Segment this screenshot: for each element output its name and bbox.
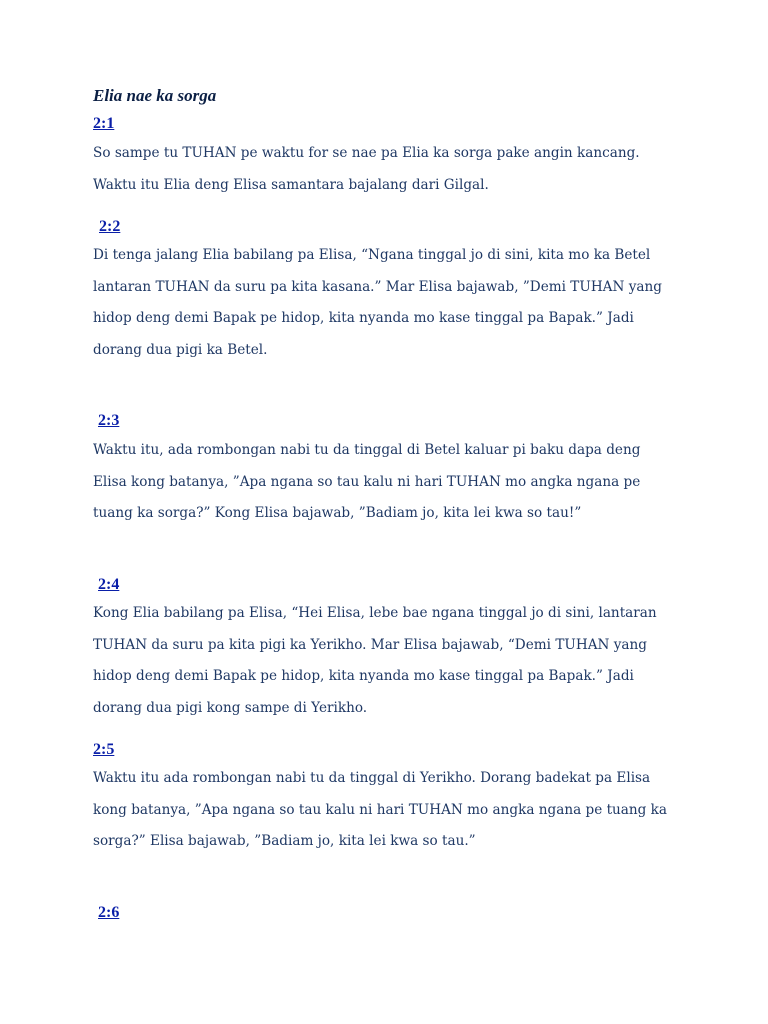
verse-text-2-2: Di tenga jalang Elia babilang pa Elisa, “Ngana tinggal jo di sini, kita mo ka Betel lantaran TUHAN da suru pa kita kasana.” Mar Elisa bajawab, ”Demi TUHAN yang hidop deng demi Bapak pe hidop, kita nyanda mo kase tinggal pa Bapak.” Jadi dorang dua pigi ka Betel. [93,247,662,358]
section-heading: Elia nae ka sorga [93,86,217,105]
verse-link-2-1[interactable]: 2:1 [93,115,115,132]
verse-link-2-6[interactable]: 2:6 [98,904,120,921]
verse-text-2-1: So sampe tu TUHAN pe waktu for se nae pa Elia ka sorga pake angin kancang. Waktu itu Elia deng Elisa samantara bajalang dari Gilgal. [93,145,640,193]
verse-text-2-3: Waktu itu, ada rombongan nabi tu da tinggal di Betel kaluar pi baku dapa deng Elisa kong batanya, ”Apa ngana so tau kalu ni hari TUHAN mo angka ngana pe tuang ka sorga?” Kong Elisa bajawab, ”Badiam jo, kita lei kwa so tau!” [93,442,641,521]
verse-link-2-2[interactable]: 2:2 [99,218,121,235]
verse-text-2-4: Kong Elia babilang pa Elisa, “Hei Elisa, lebe bae ngana tinggal jo di sini, lantaran TUHAN da suru pa kita pigi ka Yerikho. Mar Elisa bajawab, “Demi TUHAN yang hidop deng demi Bapak pe hidop, kita nyanda mo kase tinggal pa Bapak.” Jadi dorang dua pigi kong sampe di Yerikho. [93,605,657,716]
verse-link-2-5[interactable]: 2:5 [93,741,115,758]
verse-link-2-3[interactable]: 2:3 [98,412,120,429]
verse-text-2-5: Waktu itu ada rombongan nabi tu da tinggal di Yerikho. Dorang badekat pa Elisa kong batanya, ”Apa ngana so tau kalu ni hari TUHAN mo angka ngana pe tuang ka sorga?” Elisa bajawab, ”Badiam jo, kita lei kwa so tau.” [93,770,668,849]
verse-link-2-4[interactable]: 2:4 [98,576,120,593]
